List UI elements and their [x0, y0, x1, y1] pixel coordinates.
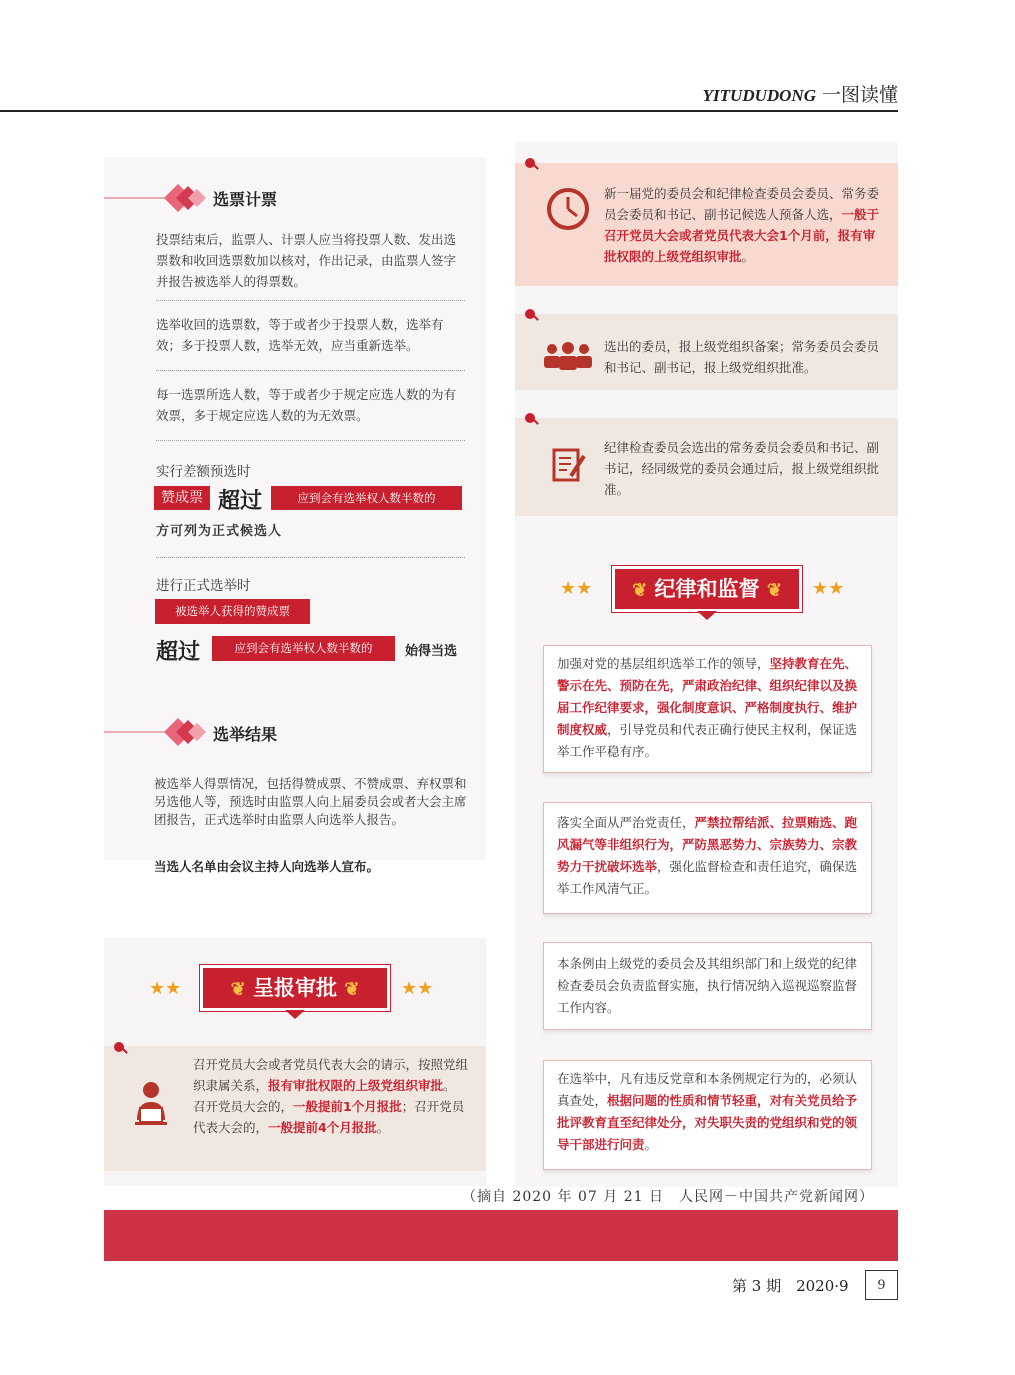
issue-label: 第 3 期 2020·9	[732, 1277, 849, 1295]
pin-icon	[525, 413, 535, 423]
approval-text	[193, 1054, 468, 1138]
diamond-decoration-icon	[104, 714, 214, 750]
approval-text-g: 。	[376, 1120, 390, 1135]
discipline-banner-text: 纪律和监督	[654, 576, 760, 601]
header-cn: 一图读懂	[821, 84, 898, 106]
rule-prohibitions-c: ，强化监督检查和责任追究，确保选举工作风清气正。	[557, 859, 858, 896]
discipline-banner	[612, 566, 802, 612]
rule-leadership-b: 坚持教育在先、警示在先、预防在先，严肃政治纪律、组织纪律以及换届工作纪律要求，强化制度意识、严格制度执行、维护制度权威	[557, 656, 858, 737]
rule-prohibitions-text	[557, 812, 863, 900]
page-number: 9	[865, 1270, 898, 1300]
laurel-left-icon: ❦	[632, 580, 648, 601]
diamond-decoration-icon	[104, 180, 214, 216]
results-paragraph: 被选举人得票情况，包括得赞成票、不赞成票、弃权票和另选他人等，预选时由监票人向上届委员会或者大会主席团报告，正式选举时由监票人向选举人报告。	[154, 776, 467, 827]
rule-accountability-b: 根据问题的性质和情节轻重，对有关党员给予批评教育直至纪律处分，对失职失责的党组织和党的领导干部进行问责	[557, 1093, 858, 1152]
rule-accountability-text	[557, 1068, 863, 1156]
candidate-text-b: 一般于召开党员大会或者党员代表大会1个月前，报有审批权限的上级党组织审批	[604, 207, 880, 264]
pin-icon	[525, 309, 535, 319]
diff-election-result: 方可列为正式候选人	[156, 524, 283, 539]
star-icon: ★★	[560, 578, 593, 599]
results-announcement: 当选人名单由会议主持人向选举人宣布。	[154, 859, 380, 874]
star-icon: ★★	[812, 578, 845, 599]
rule-leadership-text	[557, 653, 863, 763]
approval-text-a: 召开党员大会或者党员代表大会的请示，按照党组织隶属关系，	[193, 1057, 469, 1093]
approval-banner	[200, 965, 390, 1011]
star-icon: ★★	[149, 978, 182, 999]
laurel-left-icon: ❦	[230, 979, 246, 1000]
yes-votes-box: 被选举人获得的赞成票	[155, 599, 310, 624]
divider	[156, 300, 465, 301]
running-header	[703, 80, 898, 107]
rule-accountability-a: 在选举中，凡有违反党章和本条例规定行为的，必须认真查处，	[557, 1071, 858, 1108]
pin-icon	[114, 1042, 124, 1052]
banner-pointer	[697, 611, 717, 621]
rule-prohibitions-a: 落实全面从严治党责任，	[557, 815, 695, 830]
rule-leadership-c: ，引导党员和代表正确行使民主权利，保证选举工作平稳有序。	[557, 722, 858, 759]
rule-accountability-c: 。	[644, 1137, 658, 1152]
vote-count-paragraph-3: 每一选票所选人数，等于或者少于规定应选人数的为有效票，多于规定应选人数的为无效票。	[156, 387, 457, 423]
candidate-text	[604, 183, 882, 267]
divider	[156, 370, 465, 371]
approval-text-e: ；召开党员代表大会的，	[193, 1099, 465, 1135]
rule-supervision-text: 本条例由上级党的委员会及其组织部门和上级党的纪律检查委员会负责监督实施，执行情况纳入巡视巡察监督工作内容。	[557, 956, 858, 1015]
approval-banner-text: 呈报审批	[253, 975, 337, 1000]
half-quorum-box: 应到会有选举权人数半数的	[212, 636, 395, 661]
exceed-label: 超过	[156, 640, 201, 665]
diff-election-title: 实行差额预选时	[156, 464, 251, 480]
candidate-text-a: 新一届党的委员会和纪律检查委员会委员、常务委员会委员和书记、副书记候选人预备人选，	[604, 186, 880, 222]
divider	[156, 440, 465, 441]
divider	[156, 557, 465, 558]
vote-count-paragraph-1: 投票结束后，监票人、计票人应当将投票人数、发出选票数和收回选票数加以核对，作出记录，由监票人签字并报告被选举人的得票数。	[156, 232, 457, 289]
rule-leadership-a: 加强对党的基层组织选举工作的领导，	[557, 656, 770, 671]
section-title-results: 选举结果	[213, 725, 278, 744]
discipline-committee-text: 纪律检查委员会选出的常务委员会委员和书记、副书记，经同级党的委员会通过后，报上级党组织批准。	[604, 440, 880, 497]
approval-text-b: 报有审批权限的上级党组织审批	[268, 1078, 444, 1093]
laurel-right-icon: ❦	[766, 580, 782, 601]
approval-text-d: 一般提前1个月报批	[293, 1099, 402, 1114]
exceed-label: 超过	[218, 489, 263, 514]
document-edit-icon	[551, 446, 587, 484]
source-citation: （摘自 2020 年 07 月 21 日 人民网－中国共产党新闻网）	[462, 1189, 874, 1205]
formal-election-result: 始得当选	[405, 644, 458, 659]
header-rule	[0, 110, 898, 112]
laurel-right-icon: ❦	[344, 979, 360, 1000]
approval-text-c: 。召开党员大会的，	[193, 1078, 456, 1114]
person-laptop-icon	[134, 1080, 168, 1128]
star-icon: ★★	[401, 978, 434, 999]
pin-icon	[525, 158, 535, 168]
clock-icon	[545, 186, 591, 232]
footer-bar	[104, 1210, 898, 1261]
filing-text: 选出的委员，报上级党组织备案；常务委员会委员和书记、副书记，报上级党组织批准。	[604, 339, 880, 375]
banner-pointer	[285, 1010, 305, 1020]
vote-count-paragraph-2: 选举收回的选票数，等于或者少于投票人数，选举有效；多于投票人数，选举无效，应当重新选举。	[156, 317, 444, 353]
header-en: YITUDUDONG	[702, 86, 816, 105]
candidate-text-c: 。	[741, 249, 755, 264]
group-people-icon	[542, 341, 594, 371]
section-title-vote-count: 选票计票	[213, 190, 278, 209]
rule-prohibitions-b: 严禁拉帮结派、拉票贿选、跑风漏气等非组织行为，严防黑恶势力、宗族势力、宗教势力干扰破坏选举	[557, 815, 858, 874]
yes-vote-tag: 赞成票	[154, 486, 210, 510]
half-quorum-box: 应到会有选举权人数半数的	[271, 486, 462, 510]
formal-election-title: 进行正式选举时	[156, 578, 251, 594]
approval-text-f: 一般提前4个月报批	[268, 1120, 377, 1135]
